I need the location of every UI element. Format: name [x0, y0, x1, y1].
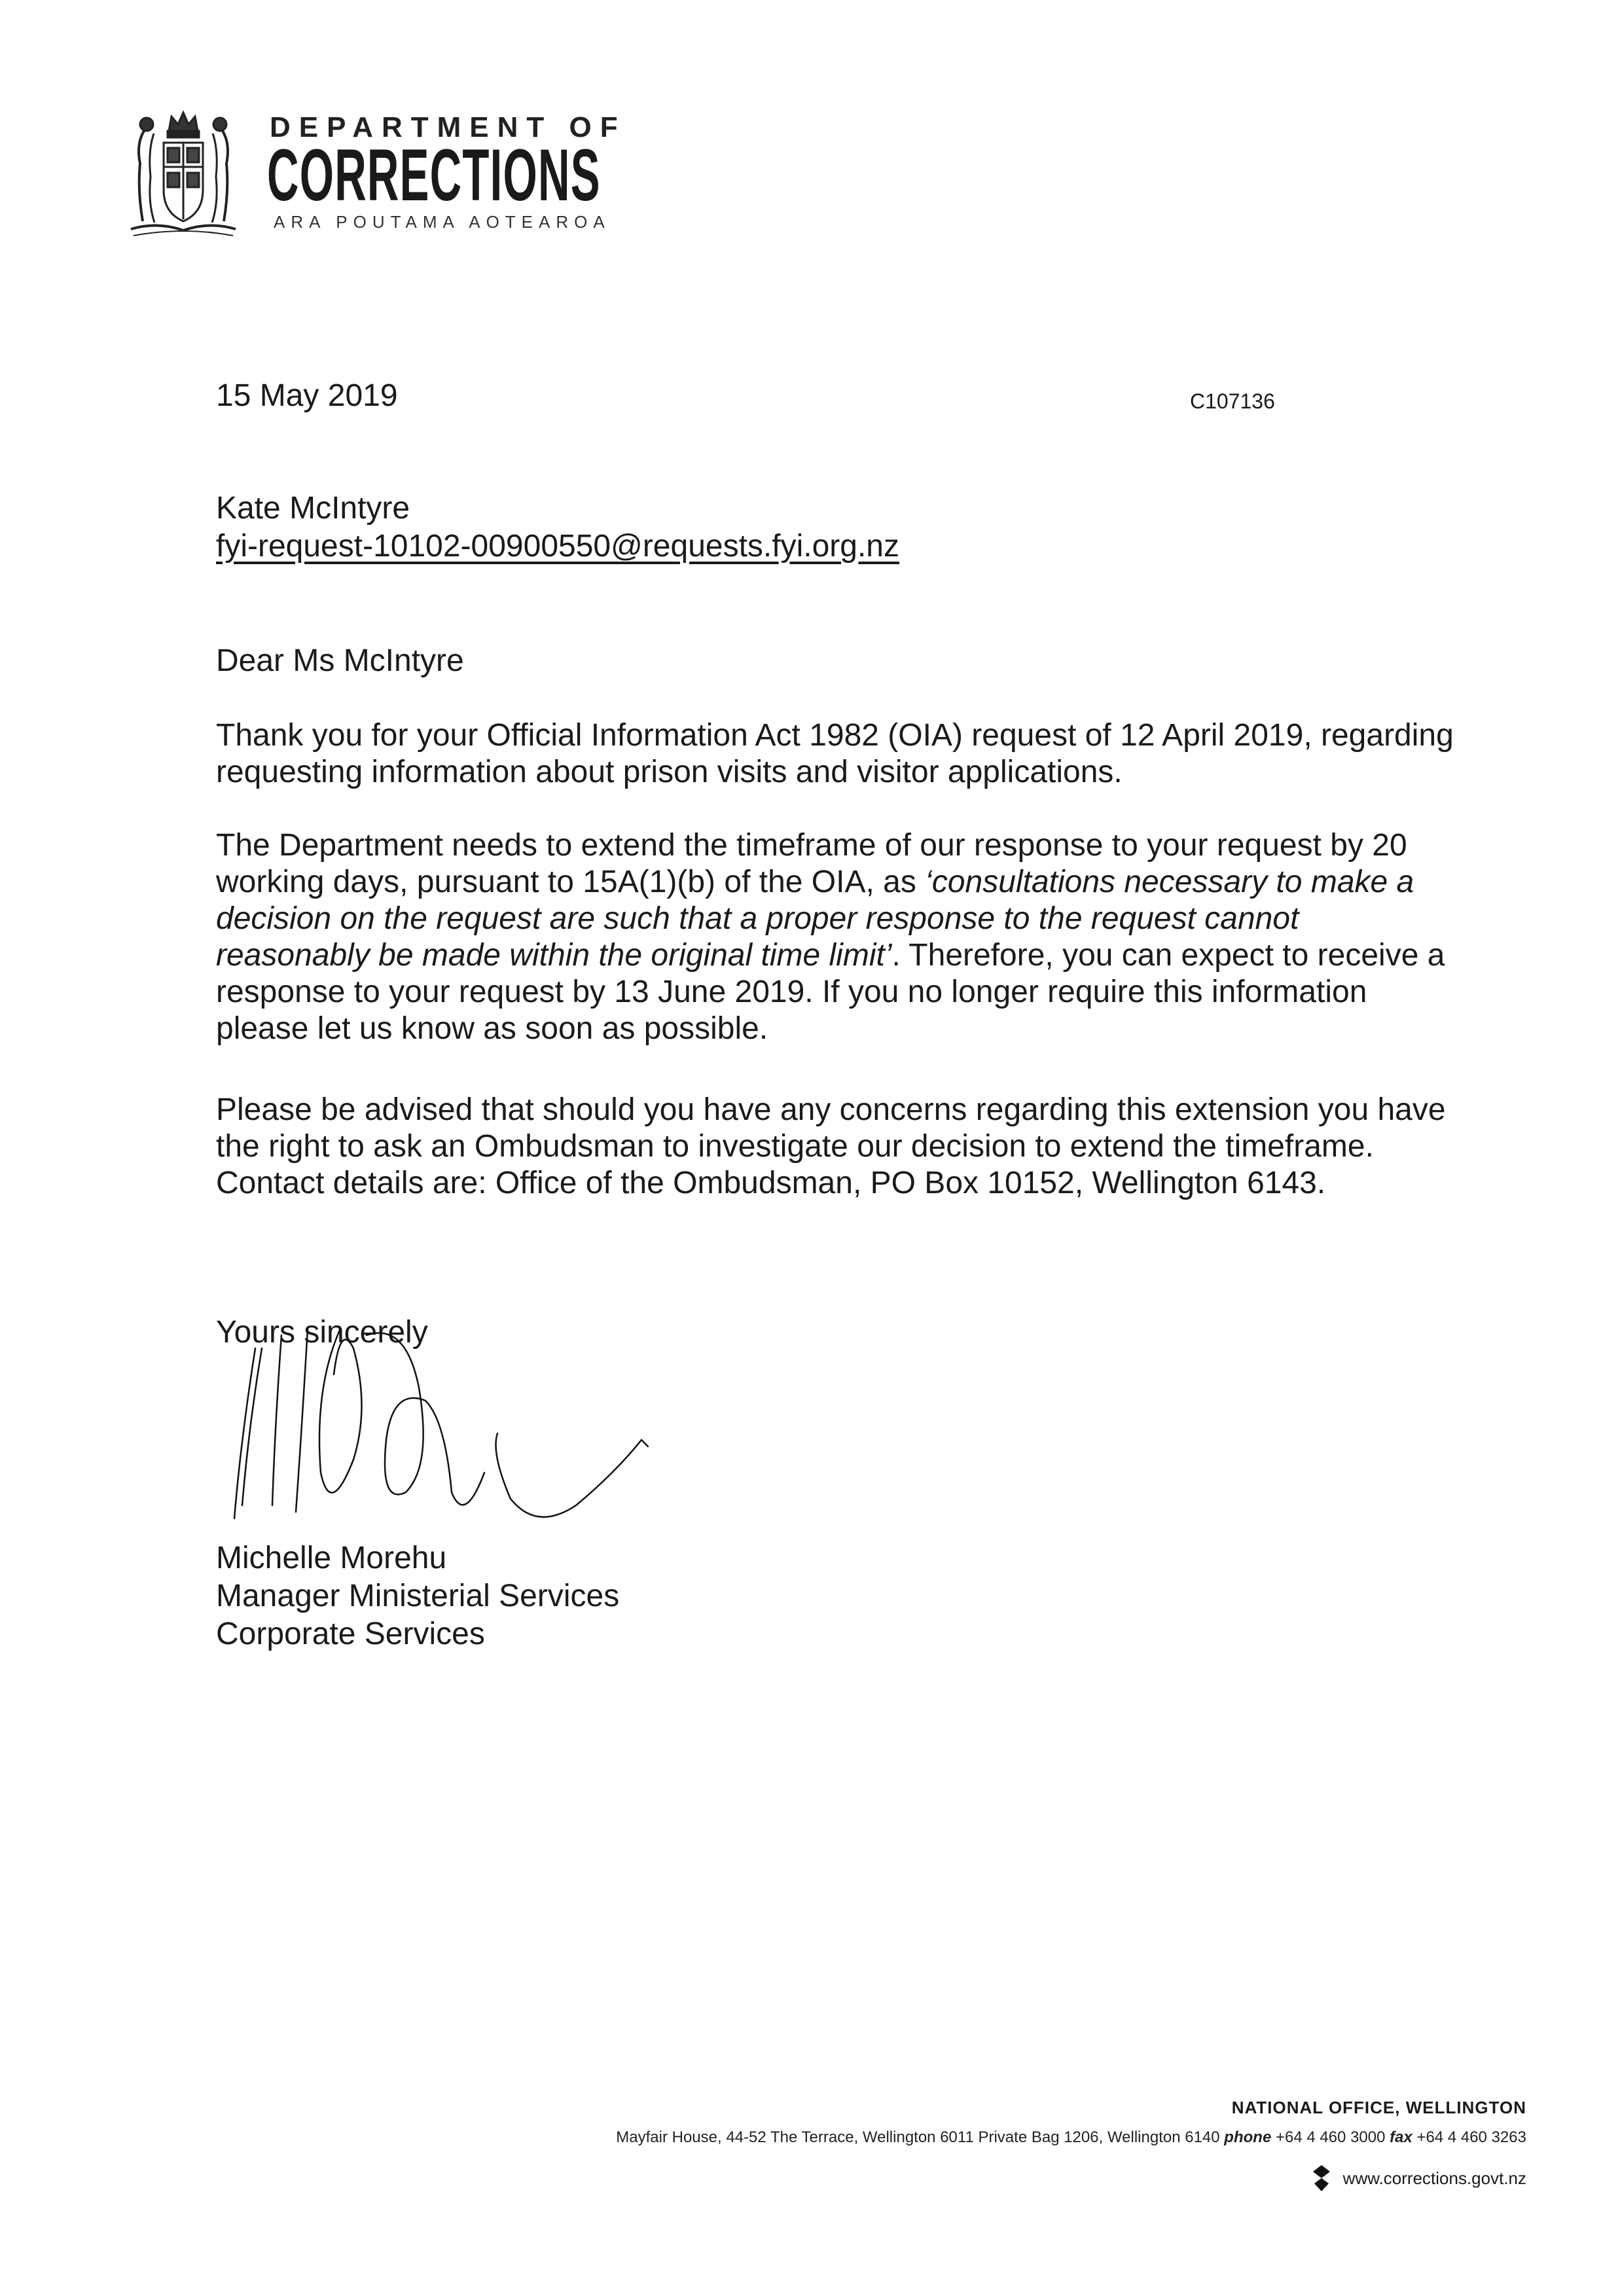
footer-website-link[interactable]: www.corrections.govt.nz — [1342, 2168, 1526, 2188]
footer-fax-label: fax — [1390, 2128, 1412, 2146]
body-paragraph-2 — [216, 827, 1460, 1047]
corrections-diamond-icon — [1310, 2165, 1333, 2191]
signer-unit: Corporate Services — [216, 1617, 485, 1651]
letterhead-name: CORRECTIONS — [267, 134, 601, 216]
body-paragraph-1: Thank you for your Official Information Act 1982 (OIA) request of 12 April 2019, regarding requesting information about prison visits and visitor applications. — [216, 718, 1454, 789]
paragraph-2-text-end: . Therefore, you can expect to receive a response to your request by 13 June 2019. If you no longer require this information please let us know as soon as possible. — [216, 938, 1445, 1046]
paragraph-2-text: The Department needs to extend the timeframe of our response to your request by 20 working days, pursuant to 15A(1)(b) of the OIA, as — [216, 828, 1407, 899]
closing: Yours sincerely — [216, 1315, 428, 1350]
recipient-block — [216, 490, 899, 565]
letterhead-logo — [118, 105, 626, 249]
footer-phone-label: phone — [1224, 2128, 1272, 2146]
letter-date: 15 May 2019 — [216, 378, 398, 413]
recipient-name: Kate McIntyre — [216, 491, 410, 526]
signer-title: Manager Ministerial Services — [216, 1579, 620, 1613]
signer-name: Michelle Morehu — [216, 1541, 447, 1575]
coat-of-arms-icon — [118, 105, 249, 242]
recipient-email-link[interactable]: fyi-request-10102-00900550@requests.fyi.org.nz — [216, 529, 899, 564]
footer-office: NATIONAL OFFICE, WELLINGTON — [1231, 2098, 1526, 2117]
reference-number: C107136 — [1190, 389, 1275, 413]
paragraph-2-quote: ‘consultations necessary to make a decision on the request are such that a proper response to the request cannot reasonably be made within the original time limit’ — [216, 865, 1414, 973]
letterhead-maori-name: ARA POUTAMA AOTEAROA — [274, 212, 611, 232]
salutation: Dear Ms McIntyre — [216, 643, 464, 678]
body-paragraph-3: Please be advised that should you have any concerns regarding this extension you have the right to ask an Ombudsman to investigate our decision to extend the timeframe. Contact details are: Office of the Ombudsman, PO Box 10152, Wellington 6143. — [216, 1092, 1446, 1200]
letterhead-department-line: DEPARTMENT OF — [270, 111, 626, 143]
footer-address — [616, 2128, 1526, 2147]
signer-block — [216, 1539, 619, 1653]
footer-address-text: Mayfair House, 44-52 The Terrace, Wellington 6011 Private Bag 1206, Wellington 6140 — [616, 2128, 1220, 2146]
footer-fax: +64 4 460 3263 — [1416, 2128, 1526, 2146]
footer-phone: +64 4 460 3000 — [1275, 2128, 1386, 2146]
footer-web — [1310, 2165, 1526, 2191]
